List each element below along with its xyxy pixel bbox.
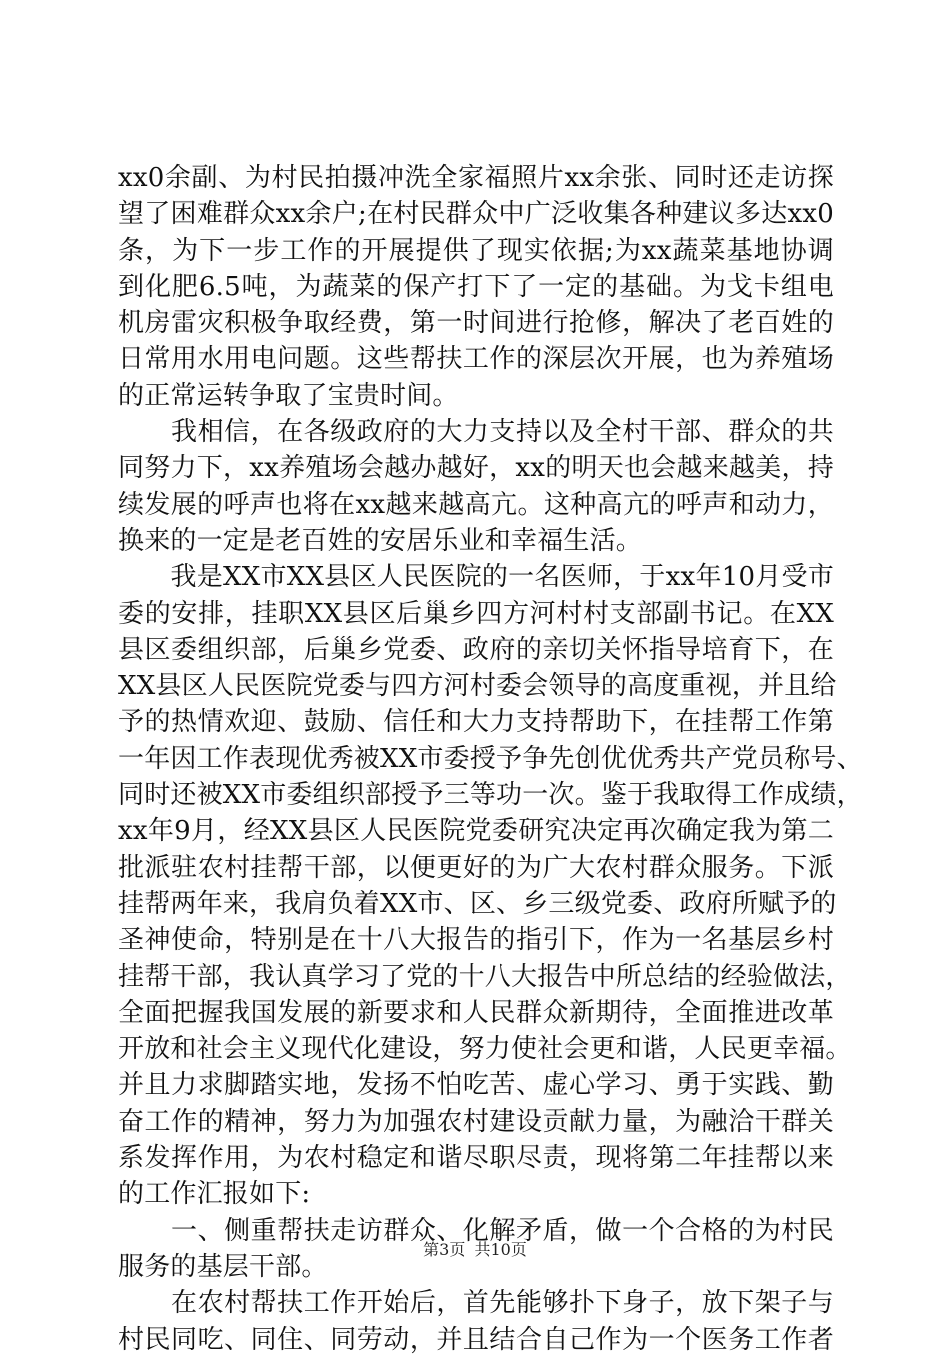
text-line: 我是XX市XX县区人民医院的一名医师，于xx年10月受市 — [118, 562, 834, 593]
page-footer — [0, 1240, 950, 1260]
text-line: 系发挥作用，为农村稳定和谐尽职尽责，现将第二年挂帮以来 — [118, 1143, 834, 1174]
text-line: 服务的基层干部。 — [118, 1251, 328, 1282]
text-line: 换来的一定是老百姓的安居乐业和幸福生活。 — [118, 525, 643, 556]
text-line: 在农村帮扶工作开始后，首先能够扑下身子，放下架子与 — [118, 1288, 834, 1319]
text-line: 续发展的呼声也将在xx越来越高亢。这种高亢的呼声和动力， — [118, 489, 834, 520]
text-line: 圣神使命，特别是在十八大报告的指引下，作为一名基层乡村 — [118, 925, 834, 956]
text-line: XX县区人民医院党委与四方河村委会领导的高度重视，并且给 — [118, 671, 837, 702]
text-line: 挂帮两年来，我肩负着XX市、区、乡三级党委、政府所赋予的 — [118, 888, 837, 919]
text-line: 一年因工作表现优秀被XX市委授予争先创优优秀共产党员称号、 — [118, 743, 863, 774]
text-line: 并且力求脚踏实地，发扬不怕吃苦、虚心学习、勇于实践、勤 — [118, 1070, 834, 1101]
text-line: 县区委组织部，后巢乡党委、政府的亲切关怀指导培育下，在 — [118, 634, 834, 665]
text-line: 予的热情欢迎、鼓励、信任和大力支持帮助下，在挂帮工作第 — [118, 707, 834, 738]
text-line: 望了困难群众xx余户;在村民群众中广泛收集各种建议多达xx0 — [118, 199, 834, 230]
text-line: 委的安排，挂职XX县区后巢乡四方河村村支部副书记。在XX — [118, 598, 834, 629]
text-line: 批派驻农村挂帮干部，以便更好的为广大农村群众服务。下派 — [118, 852, 834, 883]
text-line: xx年9月，经XX县区人民医院党委研究决定再次确定我为第二 — [118, 816, 834, 847]
text-line: 开放和社会主义现代化建设，努力使社会更和谐，人民更幸福。 — [118, 1034, 852, 1065]
text-line: 日常用水用电问题。这些帮扶工作的深层次开展，也为养殖场 — [118, 344, 834, 375]
text-line: 条，为下一步工作的开展提供了现实依据;为xx蔬菜基地协调 — [118, 235, 834, 266]
text-line: 全面把握我国发展的新要求和人民群众新期待，全面推进改革 — [118, 997, 834, 1028]
page-total: 共10页 — [474, 1240, 527, 1259]
text-line: 机房雷灾积极争取经费，第一时间进行抢修，解决了老百姓的 — [118, 308, 834, 339]
text-line: 我相信，在各级政府的大力支持以及全村干部、群众的共 — [118, 417, 834, 448]
text-line: 挂帮干部，我认真学习了党的十八大报告中所总结的经验做法， — [118, 961, 852, 992]
text-line: xx0余副、为村民拍摄冲洗全家福照片xx余张、同时还走访探 — [118, 163, 834, 193]
text-line: 的工作汇报如下: — [118, 1179, 311, 1210]
body-text — [118, 160, 863, 1358]
text-line: 村民同吃、同住、同劳动，并且结合自己作为一个医务工作者 — [118, 1324, 834, 1355]
text-line: 奋工作的精神，努力为加强农村建设贡献力量，为融洽干群关 — [118, 1106, 834, 1137]
text-line: 同努力下，xx养殖场会越办越好，xx的明天也会越来越美，持 — [118, 453, 834, 484]
text-line: 的正常运转争取了宝贵时间。 — [118, 380, 459, 411]
text-line: 到化肥6.5吨，为蔬菜的保产打下了一定的基础。为戈卡组电 — [118, 271, 834, 302]
text-line: 一、侧重帮扶走访群众、化解矛盾，做一个合格的为村民 — [118, 1215, 834, 1246]
text-line: 同时还被XX市委组织部授予三等功一次。鉴于我取得工作成绩， — [118, 780, 863, 811]
page-number: 第3页 — [423, 1240, 466, 1259]
